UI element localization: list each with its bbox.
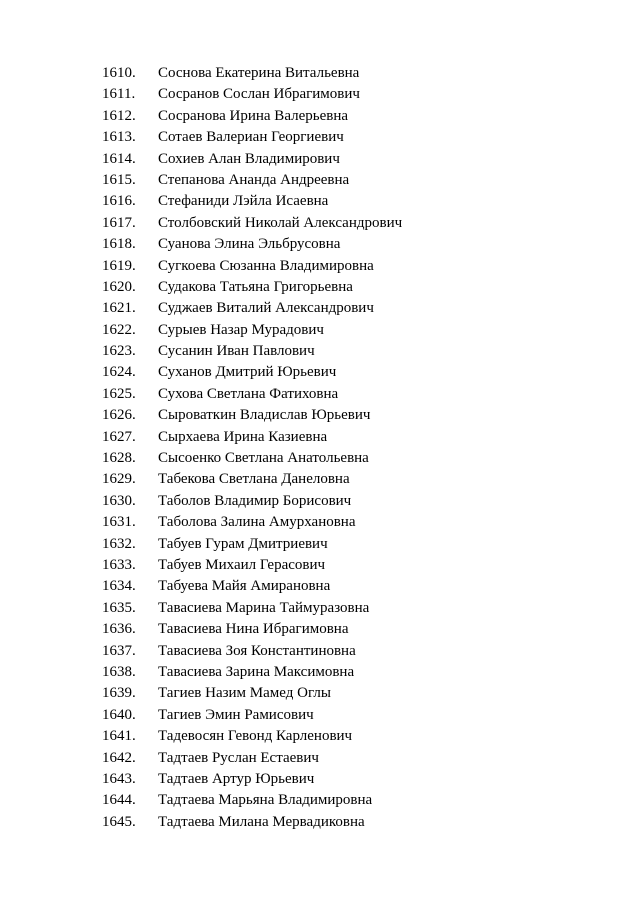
list-item: [102, 790, 402, 811]
entry-number: 1619.: [102, 257, 136, 274]
entry-name: Суджаев Виталий Александрович: [158, 300, 374, 317]
entry-name: Сотаев Валериан Георгиевич: [158, 129, 344, 146]
entry-number: 1625.: [102, 385, 136, 402]
list-item: [102, 705, 402, 726]
entry-number: 1629.: [102, 471, 136, 488]
entry-number: 1633.: [102, 556, 136, 573]
list-item: [102, 298, 402, 319]
entry-number: 1610.: [102, 65, 136, 81]
entry-name: Суанова Элина Эльбрусовна: [158, 236, 341, 253]
list-item: [102, 812, 402, 833]
entry-name: Сосранов Сослан Ибрагимович: [158, 86, 360, 103]
list-item: [102, 769, 402, 790]
entry-name: Степанова Ананда Андреевна: [158, 171, 350, 188]
entry-name: Сырхаева Ирина Казиевна: [158, 428, 328, 445]
entry-number: 1640.: [102, 706, 136, 723]
entry-name: Сысоенко Светлана Анатольевна: [158, 450, 369, 467]
list-item: [102, 106, 402, 127]
entry-number: 1622.: [102, 321, 136, 338]
list-item: [102, 641, 402, 662]
entry-number: 1612.: [102, 107, 136, 124]
list-item: [102, 491, 402, 512]
list-item: [102, 84, 402, 105]
entry-name: Тадтаева Марьяна Владимировна: [158, 792, 373, 809]
entry-number: 1641.: [102, 728, 136, 745]
entry-name: Тавасиева Марина Таймуразовна: [158, 599, 370, 616]
list-item: [102, 341, 402, 362]
list-item: [102, 63, 402, 84]
entry-number: 1618.: [102, 236, 136, 253]
entry-name: Тавасиева Зарина Максимовна: [158, 663, 355, 680]
entry-number: 1628.: [102, 450, 136, 467]
list-item: [102, 576, 402, 597]
entry-name: Сохиев Алан Владимирович: [158, 150, 340, 167]
entry-name: Сухова Светлана Фатиховна: [158, 385, 339, 402]
entry-number: 1635.: [102, 599, 136, 616]
list-item: [102, 191, 402, 212]
entry-name: Столбовский Николай Александрович: [158, 214, 403, 231]
entry-number: 1614.: [102, 150, 136, 167]
list-item: [102, 277, 402, 298]
name-list: [102, 63, 402, 833]
entry-number: 1626.: [102, 407, 136, 424]
entry-number: 1630.: [102, 492, 136, 509]
entry-number: 1627.: [102, 428, 136, 445]
entry-number: 1624.: [102, 364, 136, 381]
entry-name: Соснова Екатерина Витальевна: [158, 65, 360, 81]
entry-number: 1644.: [102, 792, 136, 809]
list-item: [102, 662, 402, 683]
entry-name: Табуев Гурам Дмитриевич: [158, 535, 328, 552]
list-item: [102, 405, 402, 426]
list-item: [102, 320, 402, 341]
entry-name: Тадтаев Руслан Естаевич: [158, 749, 319, 766]
list-item: [102, 534, 402, 555]
entry-name: Таболова Залина Амурхановна: [158, 514, 356, 531]
entry-name: Таболов Владимир Борисович: [158, 492, 352, 509]
entry-number: 1636.: [102, 621, 136, 638]
list-item: [102, 555, 402, 576]
entry-name: Табуева Майя Амирановна: [158, 578, 331, 595]
entry-number: 1617.: [102, 214, 136, 231]
entry-number: 1613.: [102, 129, 136, 146]
entry-name: Тавасиева Зоя Константиновна: [158, 642, 356, 659]
entry-number: 1616.: [102, 193, 136, 210]
list-item: [102, 170, 402, 191]
entry-number: 1637.: [102, 642, 136, 659]
list-item: [102, 362, 402, 383]
entry-number: 1638.: [102, 663, 136, 680]
list-item: [102, 512, 402, 533]
list-item: [102, 384, 402, 405]
entry-name: Табекова Светлана Данеловна: [158, 471, 350, 488]
list-item: [102, 726, 402, 747]
entry-number: 1639.: [102, 685, 136, 702]
entry-name: Тадевосян Гевонд Карленович: [158, 728, 353, 745]
entry-name: Стефаниди Лэйла Исаевна: [158, 193, 329, 210]
entry-number: 1645.: [102, 813, 136, 830]
list-item: [102, 748, 402, 769]
list-item: [102, 598, 402, 619]
entry-name: Сурыев Назар Мурадович: [158, 321, 324, 338]
entry-name: Тавасиева Нина Ибрагимовна: [158, 621, 349, 638]
entry-name: Сугкоева Сюзанна Владимировна: [158, 257, 374, 274]
list-item: [102, 127, 402, 148]
entry-number: 1634.: [102, 578, 136, 595]
entry-name: Судакова Татьяна Григорьевна: [158, 278, 353, 295]
list-item: [102, 213, 402, 234]
list-item: [102, 448, 402, 469]
list-item: [102, 469, 402, 490]
entry-number: 1631.: [102, 514, 136, 531]
entry-name: Тагиев Эмин Рамисович: [158, 706, 314, 723]
entry-name: Тадтаева Милана Мервадиковна: [158, 813, 365, 830]
entry-name: Сыроваткин Владислав Юрьевич: [158, 407, 371, 424]
entry-number: 1611.: [102, 86, 136, 103]
list-item: [102, 683, 402, 704]
list-item: [102, 619, 402, 640]
entry-name: Тагиев Назим Мамед Оглы: [158, 685, 331, 702]
entry-number: 1642.: [102, 749, 136, 766]
list-item: [102, 256, 402, 277]
entry-number: 1623.: [102, 343, 136, 360]
entry-name: Сусанин Иван Павлович: [158, 343, 315, 360]
entry-number: 1621.: [102, 300, 136, 317]
entry-name: Сосранова Ирина Валерьевна: [158, 107, 349, 124]
list-item: [102, 427, 402, 448]
entry-number: 1620.: [102, 278, 136, 295]
entry-number: 1643.: [102, 770, 136, 787]
entry-name: Тадтаев Артур Юрьевич: [158, 770, 315, 787]
entry-name: Табуев Михаил Герасович: [158, 556, 326, 573]
entry-name: Суханов Дмитрий Юрьевич: [158, 364, 337, 381]
entry-number: 1632.: [102, 535, 136, 552]
list-item: [102, 149, 402, 170]
list-item: [102, 234, 402, 255]
entry-number: 1615.: [102, 171, 136, 188]
